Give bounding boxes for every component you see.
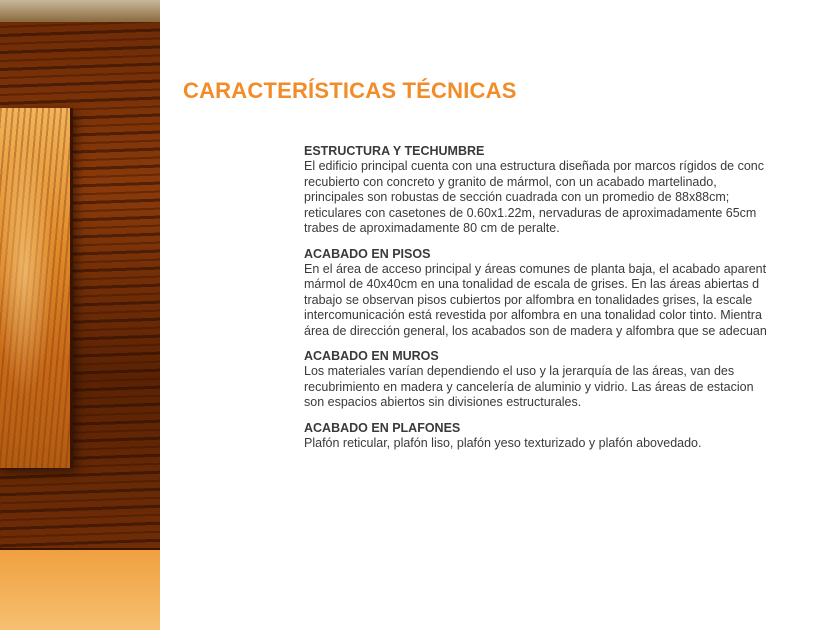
section-muros <box>304 348 840 411</box>
page-title: CARACTERÍSTICAS TÉCNICAS <box>183 78 517 103</box>
section-body <box>304 262 840 340</box>
body-line: trabajo se observan pisos cubiertos por alfombra en tonalidades grises, la escale <box>304 292 753 307</box>
lobby-photo <box>0 0 160 630</box>
body-line: trabes de aproximadamente 80 cm de peralte. <box>304 221 560 235</box>
section-heading: ACABADO EN MUROS <box>304 349 439 363</box>
section-body <box>304 364 840 411</box>
content-area <box>160 0 840 630</box>
section-body <box>304 159 840 237</box>
body-line: reticulares con casetones de 0.60x1.22m, nervaduras de aproximadamente 65cm <box>304 205 757 220</box>
body-line: Plafón reticular, plafón liso, plafón yeso texturizado y plafón abovedado. <box>304 435 702 450</box>
section-heading: ESTRUCTURA Y TECHUMBRE <box>304 144 485 158</box>
body-line: principales son robustas de sección cuadrada con un promedio de 88x88cm; <box>304 190 730 204</box>
body-line: El edificio principal cuenta con una estructura diseñada por marcos rígidos de conc <box>304 159 764 173</box>
body-line: intercomunicación está revestida por alfombra en una tonalidad color tinto. Mientra <box>304 308 762 322</box>
body-line: Los materiales varían dependiendo el uso y la jerarquía de las áreas, van des <box>304 364 735 378</box>
section-estructura <box>304 143 840 237</box>
body-line: recubrimiento en madera y cancelería de aluminio y vidrio. Las áreas de estacion <box>304 379 754 394</box>
body-line: son espacios abiertos sin divisiones estructurales. <box>304 395 582 409</box>
section-heading: ACABADO EN PISOS <box>304 246 431 261</box>
sections-list <box>304 143 840 460</box>
body-line: recubierto con concreto y granito de mármol, con un acabado martelinado, <box>304 174 717 189</box>
section-plafones <box>304 420 840 452</box>
photo-wall-art <box>0 108 70 468</box>
section-heading: ACABADO EN PLAFONES <box>304 420 461 435</box>
body-line: área de dirección general, los acabados son de madera y alfombra que se adecuan <box>304 323 767 338</box>
photo-ceiling <box>0 0 160 22</box>
body-line: En el área de acceso principal y áreas comunes de planta baja, el acabado aparent <box>304 261 767 276</box>
section-body <box>304 436 840 452</box>
section-pisos <box>304 246 840 340</box>
photo-floor <box>0 550 160 630</box>
body-line: mármol de 40x40cm en una tonalidad de escala de grises. En las áreas abiertas d <box>304 277 760 291</box>
